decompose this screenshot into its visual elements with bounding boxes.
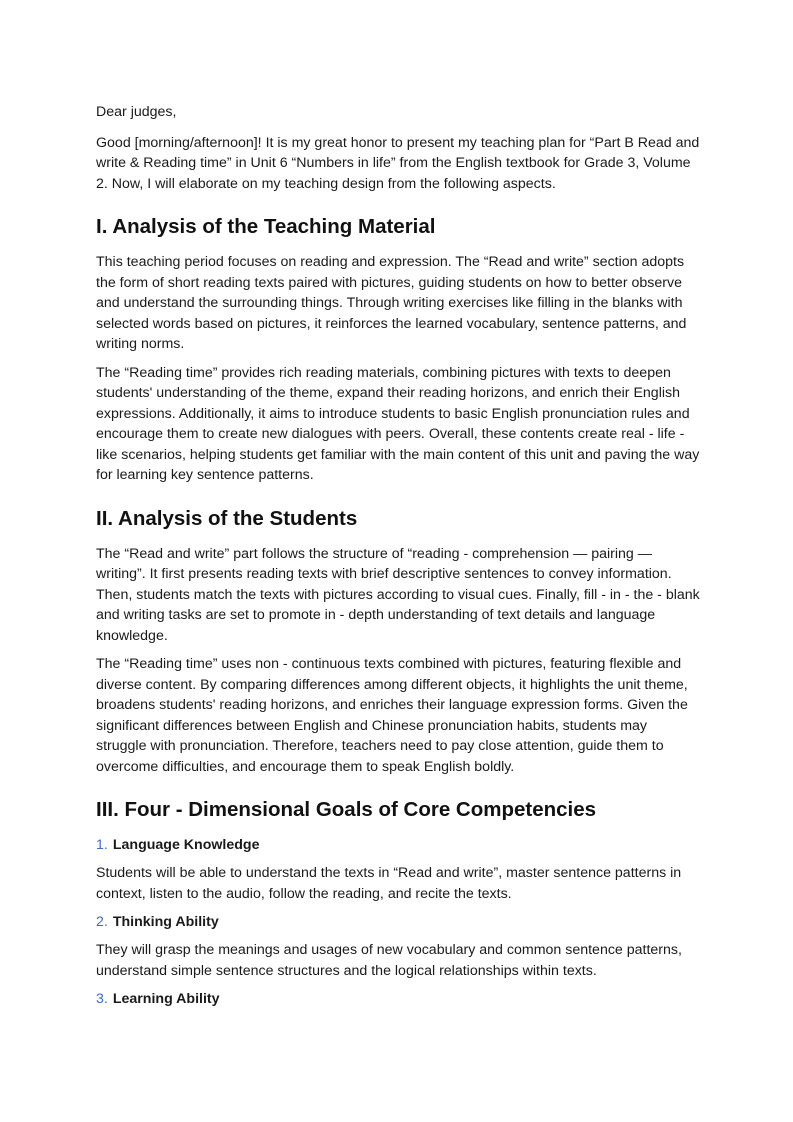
goal-number: 3.	[96, 991, 108, 1007]
goal-title: Language Knowledge	[112, 837, 260, 853]
goal-list-item	[96, 835, 701, 855]
goal-list-item	[96, 912, 701, 932]
goal-number: 1.	[96, 837, 108, 853]
section-title-goals: III. Four - Dimensional Goals of Core Competencies	[96, 798, 597, 821]
goal-description: They will grasp the meanings and usages of new vocabulary and common sentence patterns, understand simple sentence structures and the logical relationships within texts.	[96, 942, 682, 979]
goal-title: Thinking Ability	[112, 914, 219, 930]
section-title-students: II. Analysis of the Students	[96, 506, 358, 530]
intro-paragraph: Good [morning/afternoon]! It is my great honor to present my teaching plan for “Part B Read and write & Reading time” in Unit 6 “Numbers in life” from the English textbook for Grade 3, Volume 2. Now, I will elaborate on my teaching design from the following aspects.	[96, 134, 700, 192]
paragraph: The “Reading time” provides rich reading materials, combining pictures with texts to deepen students' understanding of the theme, expand their reading horizons, and enrich their English expressions. Additionally, it aims to introduce students to basic English pronunciation rules and encourage them to create new dialogues with peers. Overall, these contents create real - life - like scenarios, helping students get familiar with the main content of this unit and paving the way for learning key sentence patterns.	[96, 364, 700, 483]
paragraph: This teaching period focuses on reading and expression. The “Read and write” section adopts the form of short reading texts paired with pictures, guiding students on how to better observe and understand the surrounding things. Through writing exercises like filling in the blanks with selected words based on pictures, it reinforces the learned vocabulary, sentence patterns, and writing norms.	[96, 254, 687, 352]
paragraph: The “Read and write” part follows the structure of “reading - comprehension — pairing — writing”. It first presents reading texts with brief descriptive sentences to convey information. Then, students match the texts with pictures according to visual cues. Finally, fill - in - the - blank and writing tasks are set to promote in - depth understanding of text details and language knowledge.	[96, 545, 700, 644]
goal-description: Students will be able to understand the texts in “Read and write”, master sentence patterns in context, listen to the audio, follow the reading, and recite the texts.	[96, 865, 682, 902]
goal-title: Learning Ability	[112, 991, 220, 1007]
section-title-teaching-material: I. Analysis of the Teaching Material	[96, 215, 436, 238]
greeting: Dear judges,	[96, 104, 177, 120]
goal-number: 2.	[96, 914, 108, 930]
paragraph: The “Reading time” uses non - continuous texts combined with pictures, featuring flexible and diverse content. By comparing differences among different objects, it highlights the unit theme, broadens students' reading horizons, and enriches their language expression forms. Given the significant differences between English and Chinese pronunciation habits, students may struggle with pronunciation. Therefore, teachers need to pay close attention, guide them to overcome difficulties, and encourage them to speak English boldly.	[96, 656, 688, 775]
goal-list-item	[96, 989, 701, 1009]
